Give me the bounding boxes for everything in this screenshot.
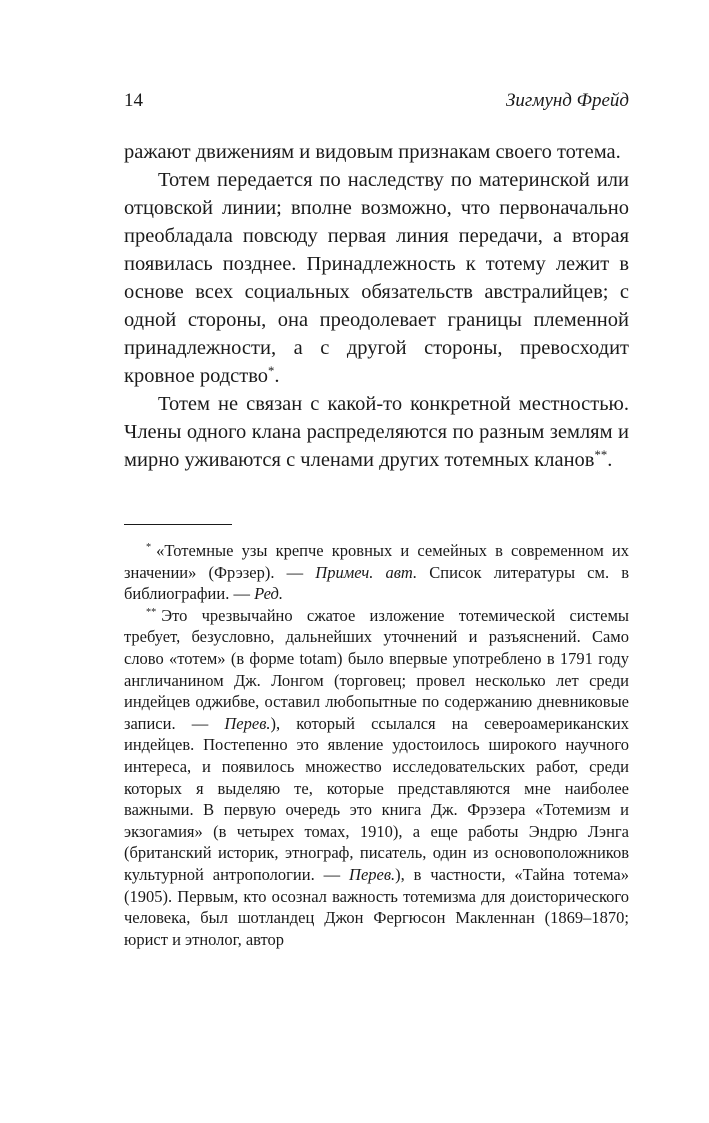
footnote-separator [124, 524, 232, 525]
paragraph-2-tail: . [274, 365, 280, 387]
page-header [124, 90, 629, 116]
paragraph-2-text: Тотем передается по наследству по материнской или отцовской линии; вполне возможно, что первоначально преобладала повсюду первая линия передачи, а вторая появилась позднее. Принадлежность к тотему лежит в основе всех социальных обязательств австралийцев; с одной стороны, она преодолевает границы племенной принадлежности, а с другой стороны, превосходит кровное родство [124, 169, 629, 387]
paragraph-1-text: ражают движениям и видовым признакам своего тотема. [124, 141, 621, 163]
footnote-1-text-1: «Тотемные узы крепче кровных и семейных в современном их значении» (Фрэзер). — [124, 541, 629, 582]
footnote-2-text-1: Это чрезвычайно сжатое изложение тотемической системы требует, безусловно, дальнейших уточнений и разъяснений. Само слово «тотем» (в форме totam) было впервые употреблено в 1791 году англичанином Дж. Лонгом (торговец; провел несколько лет среди индейцев оджибве, оставил любопытные по содержанию дневниковые записи. — [124, 605, 629, 733]
footnote-2-em-1: Перев. [224, 713, 271, 733]
paragraph-2 [124, 166, 629, 390]
footnote-2-mark: ** [146, 607, 157, 619]
footnote-2-text-3: ), в частности, «Тайна тотема» (1905). Первым, кто осознал важность тотемизма для доисторического человека, был шотландец Джон Фергюсон Макленнан (1869–1870; юрист и этнолог, автор [124, 864, 629, 949]
footnote-1-mark: * [146, 542, 152, 554]
footnote-ref-2[interactable]: ** [594, 448, 608, 463]
footnote-2-em-2: Перев. [349, 864, 396, 884]
running-title: Зигмунд Фрейд [506, 90, 629, 111]
footnote-1-em-1: Примеч. авт. [315, 562, 418, 582]
paragraph-1 [124, 138, 629, 166]
page-number: 14 [124, 90, 143, 111]
main-text [124, 138, 629, 474]
footnote-2 [124, 605, 629, 951]
paragraph-3-tail: . [607, 449, 613, 471]
footnote-1-text-2: Список литературы см. в библиографии. — [124, 562, 630, 604]
footnotes [124, 540, 629, 950]
footnote-1 [124, 540, 629, 605]
paragraph-3 [124, 390, 629, 474]
footnote-ref-1[interactable]: * [268, 364, 275, 379]
footnote-1-em-2: Ред. [254, 584, 283, 604]
footnote-2-text-2: ), который ссылался на североамериканских индейцев. Постепенно это явление удостоилось широкого научного интереса, и появилось множество исследовательских работ, среди которых я выделяю те, которые представляются мне наиболее важными. В первую очередь это книга Дж. Фрэзера «Тотемизм и экзогамия» (в четырех томах, 1910), а еще работы Эндрю Лэнга (британский историк, этнограф, писатель, один из основоположников культурной антропологии. — [124, 713, 629, 884]
paragraph-3-text: Тотем не связан с какой-то конкретной местностью. Члены одного клана распределяются по разным землям и мирно уживаются с членами других тотемных кланов [124, 393, 629, 471]
